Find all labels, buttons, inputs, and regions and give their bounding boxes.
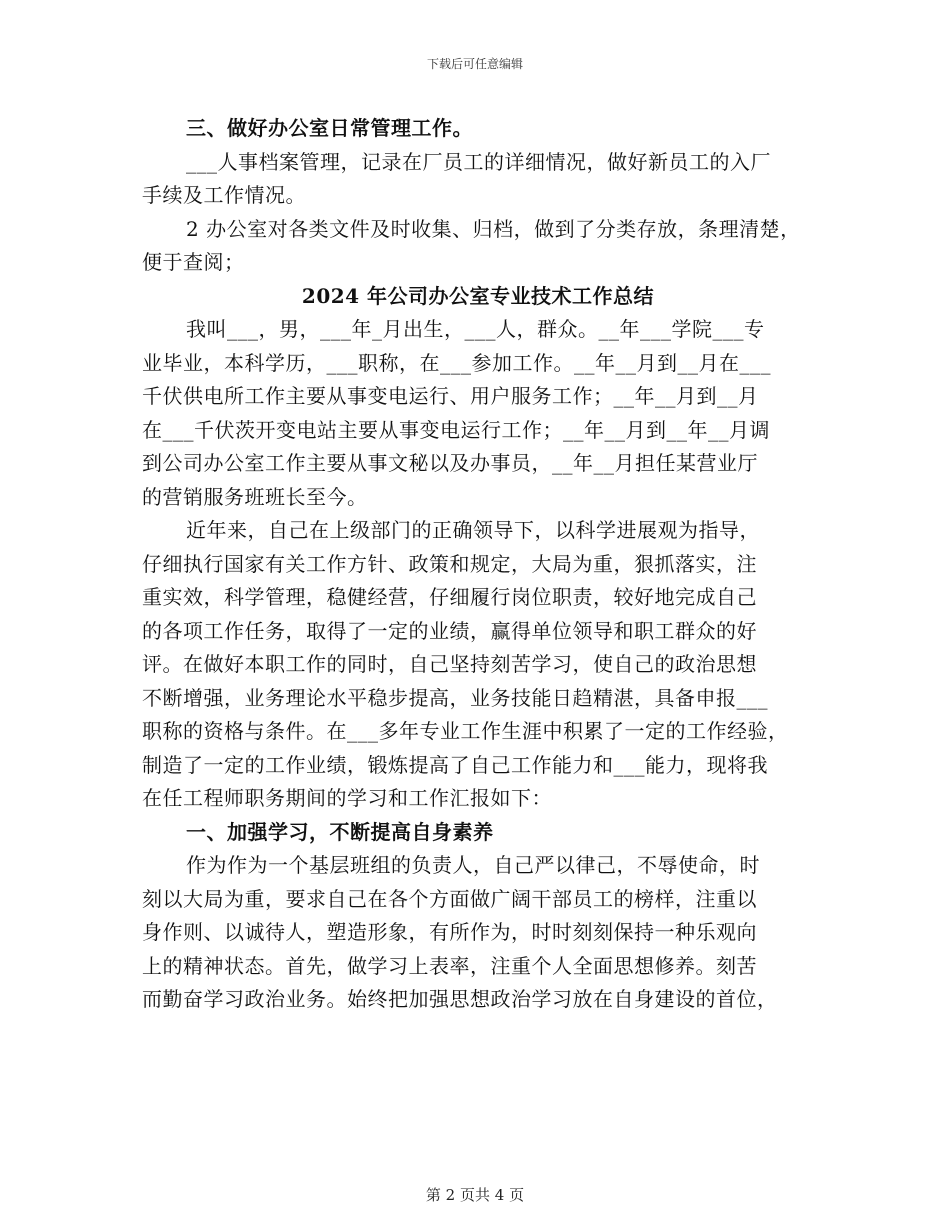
text-line: 评。在做好本职工作的同时，自己坚持刻苦学习，使自己的政治思想	[142, 652, 757, 676]
text-line: 制造了一定的工作业绩，锻炼提高了自己工作能力和___能力，现将我	[142, 752, 768, 777]
text-line: 的各项工作任务，取得了一定的业绩，赢得单位领导和职工群众的好	[142, 618, 757, 643]
text-line: 而勤奋学习政治业务。始终把加强思想政治学习放在自身建设的首位，	[142, 987, 778, 1011]
text-line: 不断增强，业务理论水平稳步提高，业务技能日趋精湛，具备申报___	[142, 685, 768, 710]
text-line: 便于查阅；	[142, 250, 245, 274]
text-line: 近年来，自己在上级部门的正确领导下，以科学进展观为指导，	[186, 518, 760, 542]
text-line: 仔细执行国家有关工作方针、政策和规定，大局为重，狠抓落实，注	[142, 551, 757, 576]
text-line: 重实效，科学管理，稳健经营，仔细履行岗位职责，较好地完成自己	[142, 585, 757, 609]
section-heading: 三、做好办公室日常管理工作。	[186, 116, 473, 140]
page-header: 下载后可任意编辑	[426, 57, 523, 71]
text-line: 2 办公室对各类文件及时收集、归档，做到了分类存放，条理清楚，	[186, 216, 801, 241]
text-line: 到公司办公室工作主要从事文秘以及办事员，__年__月担任某营业厅	[142, 451, 758, 475]
text-line: 我叫___，男，___年_月出生，___人，群众。__年___学院___专	[186, 317, 765, 341]
text-line: 业毕业，本科学历，___职称，在___参加工作。__年__月到__月在___	[142, 350, 771, 375]
text-line: 职称的资格与条件。在___多年专业工作生涯中积累了一定的工作经验，	[142, 719, 789, 743]
text-line: 的营销服务班班长至今。	[142, 484, 368, 509]
text-line: 作为作为一个基层班组的负责人，自己严以律己，不辱使命，时	[186, 853, 760, 877]
text-line: 手续及工作情况。	[142, 183, 306, 207]
text-line: 上的精神状态。首先，做学习上表率，注重个人全面思想修养。刻苦	[142, 953, 757, 978]
document-body	[142, 112, 814, 1017]
section-heading: 一、加强学习，不断提高自身素养	[186, 819, 494, 844]
text-line: ___人事档案管理，记录在厂员工的详细情况，做好新员工的入厂	[186, 149, 771, 174]
page-footer: 第 2 页共 4 页	[425, 1186, 525, 1204]
text-line: 刻以大局为重，要求自己在各个方面做广阔干部员工的榜样，注重以	[142, 886, 757, 911]
text-line: 在任工程师职务期间的学习和工作汇报如下：	[142, 786, 552, 810]
text-line: 千伏供电所工作主要从事变电运行、用户服务工作；__年__月到__月	[142, 384, 759, 408]
document-title: 2024 年公司办公室专业技术工作总结	[301, 283, 655, 308]
text-line: 身作则、以诚待人，塑造形象，有所作为，时时刻刻保持一种乐观向	[142, 920, 757, 944]
text-line: 在___千伏茨开变电站主要从事变电运行工作；__年__月到__年__月调	[142, 417, 770, 442]
